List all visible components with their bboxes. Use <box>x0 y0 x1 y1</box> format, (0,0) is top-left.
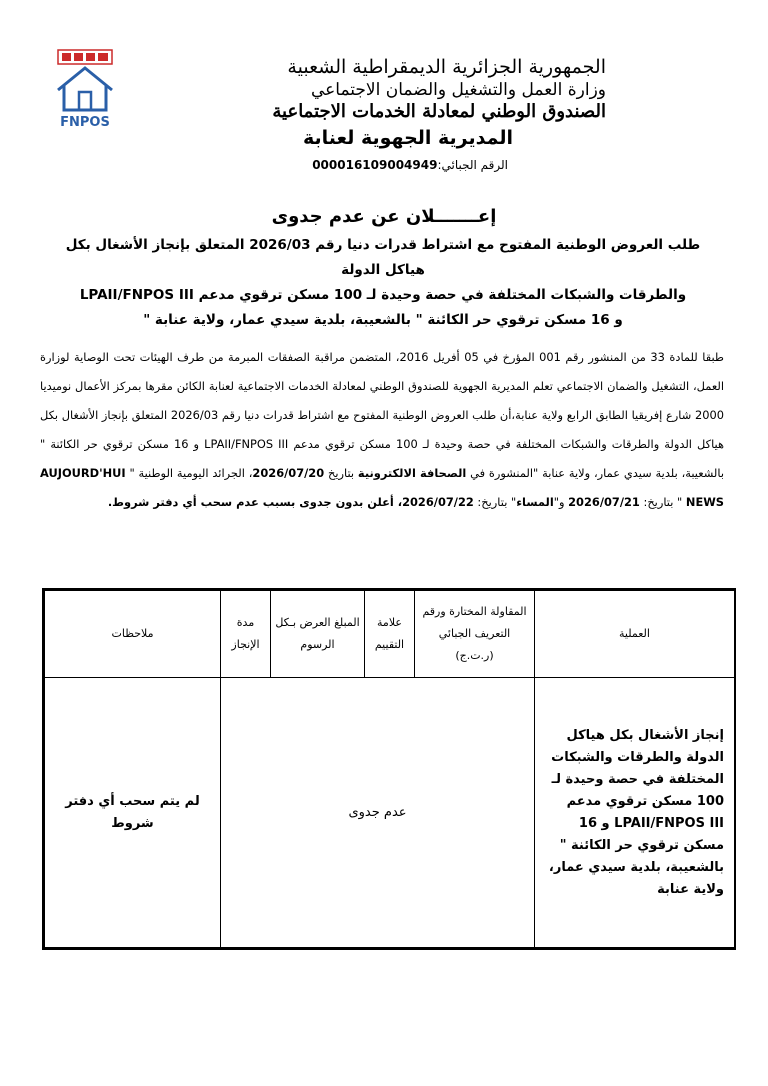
subject-line-3: و 16 مسكن ترقوي حر الكائنة " بالشعيبة، بلدية سيدي عمار، ولاية عنابة " <box>143 312 623 328</box>
body-text-1: طبقا للمادة 33 من المنشور رقم 001 المؤرخ في 05 أفريل 2016، المتضمن مراقبة الصفقات المبرمة من طرف الهيئات تحت الوصاية لوزارة العمل، التشغيل والضمان الاجتماعي تعلم المديرية الجهوية للصندوق الوطني لمعادلة الخدمات الاجتماعية لعنابة الكائن مقرها بمركز الأعمال نوميديا 2000 شارع إفريقيا الطابق الرابع ولاية عنابة،أن طلب العروض الوطنية المفتوح مع اشتراط قدرات دنيا رقم 2026/03 المتعلق بإنجاز الأشغال بكل هياكل الدولة والطرقات والشبكات المختلفة في حصة وحيدة لـ 100 مسكن ترقوي مدعم LPAII/FNPOS III و 16 مسكن ترقوي حر الكائنة " بالشعيبة، بلدية سيدي عمار، ولاية عنابة "المنشورة في <box>40 350 725 480</box>
header-ministry: وزارة العمل والتشغيل والضمان الاجتماعي <box>310 80 606 100</box>
body-newspaper-2: المساء <box>516 495 554 509</box>
body-text-5: و" <box>553 495 569 509</box>
body-newspaper-1: AUJOURD'HUI NEWS <box>40 466 724 509</box>
header-fund: الصندوق الوطني لمعادلة الخدمات الاجتماعية <box>272 101 606 122</box>
cell-notes: لم يتم سحب أي دفتر شروط <box>45 678 221 948</box>
announcement-title: إعـــــــلان عن عدم جدوى <box>271 206 497 227</box>
table-row <box>45 678 735 948</box>
body-date-3: 2026/07/22 <box>402 495 474 509</box>
body-date-2: 2026/07/21 <box>568 495 640 509</box>
body-text-7: ، أعلن بدون جدوى بسبب عدم سحب أي دفتر شروط. <box>107 495 403 509</box>
tax-id-label: الرقم الجبائي: <box>437 158 508 172</box>
header-contractor: المقاولة المختارة ورقم التعريف الجبائي (ر.ت.ج) <box>415 591 535 678</box>
table-header-row <box>45 591 735 678</box>
subject-line-2: والطرقات والشبكات المختلفة في حصة وحيدة لـ 100 مسكن ترقوي مدعم LPAII/FNPOS III <box>79 287 687 303</box>
results-table <box>42 588 736 950</box>
cell-operation: إنجاز الأشغال بكل هياكل الدولة والطرقات والشبكات المختلفة في حصة وحيدة لـ 100 مسكن ترقوي مدعم LPAII/FNPOS III و 16 مسكن ترقوي حر الكائنة " بالشعيبة، بلدية سيدي عمار، ولاية عنابة <box>535 678 735 948</box>
header-rating: علامة التقييم <box>365 591 415 678</box>
header-operation: العملية <box>535 591 735 678</box>
body-text-3: ، الجرائد اليومية الوطنية " <box>125 466 253 480</box>
body-text-6: " بتاريخ: <box>473 495 517 509</box>
subject-line-1: طلب العروض الوطنية المفتوح مع اشتراط قدرات دنيا رقم 2026/03 المتعلق بإنجاز الأشغال بكل هياكل الدولة <box>65 237 701 278</box>
body-date-1: 2026/07/20 <box>252 466 325 480</box>
body-text-4: " بتاريخ: <box>639 495 686 509</box>
header-notes: ملاحظات <box>45 591 221 678</box>
header-amount: المبلغ العرض بـكل الرسوم <box>271 591 365 678</box>
header-duration: مدة الإنجاز <box>221 591 271 678</box>
logo-text: FNPOS <box>60 115 110 130</box>
tax-id-line <box>312 158 508 172</box>
tax-id-value: 000016109004949 <box>312 158 438 172</box>
announcement-body <box>40 343 724 517</box>
announcement-subject <box>50 233 716 333</box>
cell-result: عدم جدوى <box>221 678 535 948</box>
fnpos-logo <box>52 48 118 130</box>
header-directorate: المديرية الجهوية لعنابة <box>302 127 513 149</box>
header-republic: الجمهورية الجزائرية الديمقراطية الشعبية <box>287 56 606 78</box>
body-bold-press: الصحافة الالكترونية <box>357 466 467 480</box>
body-text-2: بتاريخ <box>324 466 358 480</box>
